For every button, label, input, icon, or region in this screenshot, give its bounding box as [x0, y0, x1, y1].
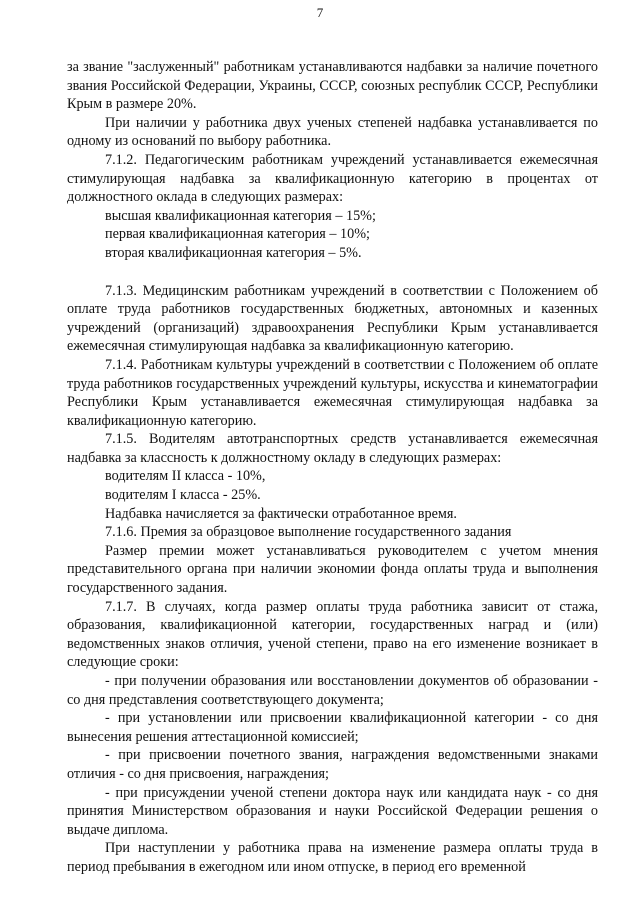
paragraph-7-1-6: 7.1.6. Премия за образцовое выполнение государственного задания [105, 524, 512, 541]
paragraph-vacation-right: При наступлении у работника права на изменение размера оплаты труда в период пребывания в ежегодном или ином отпуске, в период его временной [67, 840, 598, 875]
paragraph-honorary-title-allowance: за звание "заслуженный" работникам устанавливаются надбавки за наличие почетного звания Российской Федерации, Украины, СССР, союзных республик СССР, Республики Крым в размере 20%. [67, 59, 598, 113]
paragraph-bonus-size: Размер премии может устанавливаться руководителем с учетом мнения представительного органа при наличии экономии фонда оплаты труда и выполнения государственного задания. [67, 542, 598, 597]
list-item-highest-category: высшая квалификационная категория – 15%; [105, 207, 376, 224]
paragraph-7-1-7: 7.1.7. В случаях, когда размер оплаты труда работника зависит от стажа, образования, квалификационной категории, государственных наград и (или) ведомственных знаков отличия, ученой степени, право на его изменение возникает в следующие сроки: [67, 598, 598, 671]
list-item-qualification: - при установлении или присвоении квалификационной категории - со дня вынесения решения аттестационной комиссией; [67, 710, 598, 745]
document-body [67, 58, 598, 877]
paragraph-7-1-5: 7.1.5. Водителям автотранспортных средств устанавливается ежемесячная надбавка за классность к должностному окладу в следующих размерах: [67, 431, 598, 466]
list-item-drivers-class-1: водителям I класса - 25%. [105, 487, 261, 504]
scan-artifact [508, 864, 518, 867]
paragraph-two-degrees: При наличии у работника двух ученых степеней надбавка устанавливается по одному из оснований по выбору работника. [67, 114, 598, 150]
paragraph-gap [67, 263, 598, 282]
paragraph-7-1-4: 7.1.4. Работникам культуры учреждений в соответствии с Положением об оплате труда работников государственных учреждений культуры, искусства и кинематографии Республики Крым устанавливается ежемесячная стимулирующая надбавка за квалификационную категорию. [67, 356, 598, 429]
paragraph-allowance-accrual: Надбавка начисляется за фактически отработанное время. [105, 505, 457, 522]
paragraph-7-1-3: 7.1.3. Медицинским работникам учреждений в соответствии с Положением об оплате труда работников государственных бюджетных, автономных и казенных учреждений (организаций) здравоохранения Республики Крым устанавливается ежемесячная стимулирующая надбавка за квалификационную категорию. [67, 282, 598, 355]
list-item-education: - при получении образования или восстановлении документов об образовании - со дня представления соответствующего документа; [67, 673, 598, 708]
list-item-academic-degree: - при присуждении ученой степени доктора наук или кандидата наук - со дня принятия Министерством образования и науки Российской Федерации решения о выдаче диплома. [67, 784, 598, 838]
list-item-honorary-title: - при присвоении почетного звания, награждения ведомственными знаками отличия - со дня присвоения, награждения; [67, 747, 598, 782]
list-item-drivers-class-2: водителям II класса - 10%, [105, 468, 266, 485]
list-item-second-category: вторая квалификационная категория – 5%. [105, 244, 362, 261]
paragraph-7-1-2: 7.1.2. Педагогическим работникам учреждений устанавливается ежемесячная стимулирующая надбавка за квалификационную категорию в процентах от должностного оклада в следующих размерах: [67, 151, 598, 206]
page-number: 7 [316, 5, 324, 20]
list-item-first-category: первая квалификационная категория – 10%; [105, 226, 370, 243]
